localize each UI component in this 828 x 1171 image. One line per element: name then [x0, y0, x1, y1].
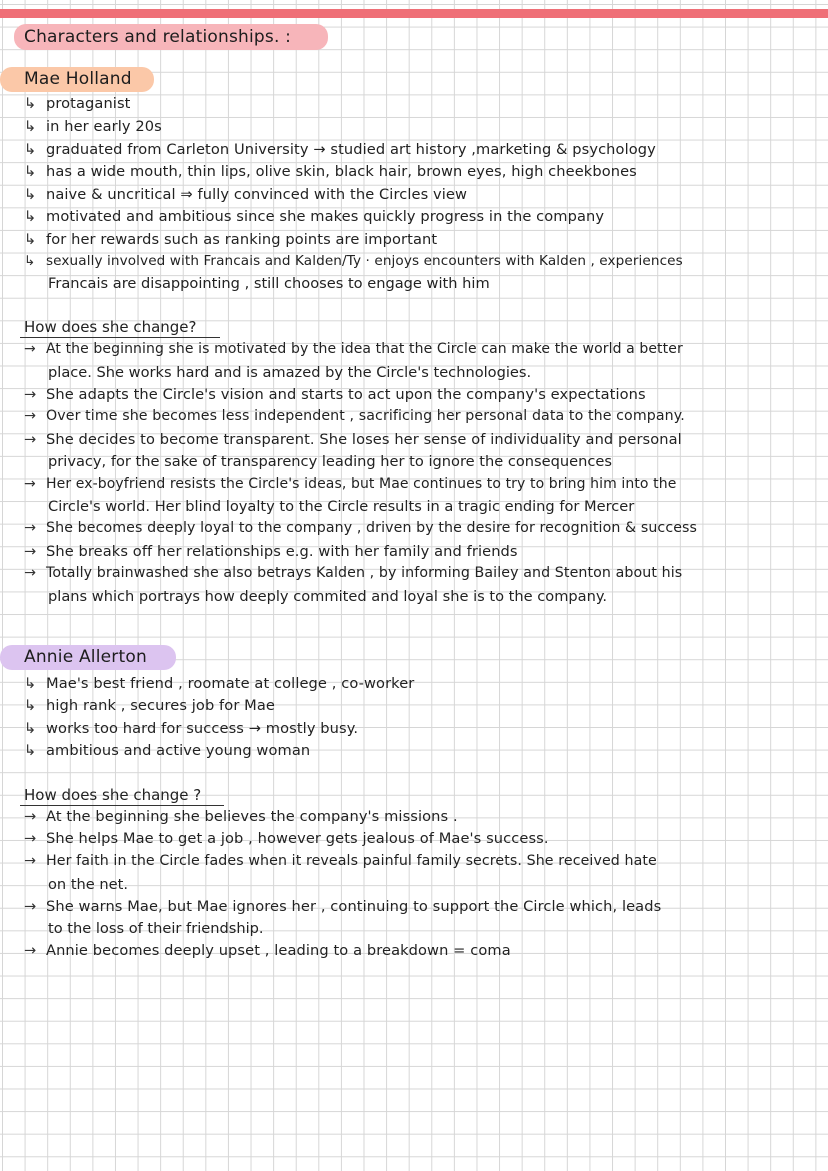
annie-trait: ↳ ambitious and active young woman: [24, 742, 311, 759]
annie-change-item: → She warns Mae, but Mae ignores her , continuing to support the Circle which, leads: [24, 898, 662, 915]
annie-change-heading: How does she change ?: [24, 786, 202, 804]
arrow-icon: →: [24, 830, 37, 847]
arrow-icon: →: [24, 898, 37, 915]
arrow-icon: →: [24, 853, 36, 869]
mae-trait-continuation: Francais are disappointing , still chooses to engage with him: [48, 275, 490, 292]
mae-change-item: → Totally brainwashed she also betrays Kalden , by informing Bailey and Stenton about his: [24, 565, 683, 581]
arrow-icon: ↳: [24, 253, 36, 269]
arrow-icon: ↳: [24, 186, 37, 203]
arrow-icon: →: [24, 808, 37, 825]
arrow-icon: ↳: [24, 208, 37, 225]
mae-change-continuation: privacy, for the sake of transparency leading her to ignore the consequences: [48, 453, 612, 470]
mae-trait: ↳ has a wide mouth, thin lips, olive skin, black hair, brown eyes, high cheekbones: [24, 163, 637, 180]
mae-trait: ↳ protaganist: [24, 95, 131, 112]
mae-change-item: → She adapts the Circle's vision and starts to act upon the company's expectations: [24, 386, 646, 403]
arrow-icon: ↳: [24, 675, 37, 692]
arrow-icon: →: [24, 565, 36, 581]
top-color-bar: [0, 9, 828, 18]
arrow-icon: ↳: [24, 742, 37, 759]
annie-trait: ↳ high rank , secures job for Mae: [24, 697, 275, 714]
mae-trait: ↳ graduated from Carleton University → studied art history ,marketing & psychology: [24, 141, 656, 158]
annie-change-item: → Annie becomes deeply upset , leading to a breakdown = coma: [24, 942, 511, 959]
arrow-icon: →: [24, 341, 36, 357]
annie-change-item: → At the beginning she believes the company's missions .: [24, 808, 458, 825]
mae-trait: ↳ motivated and ambitious since she makes quickly progress in the company: [24, 208, 605, 225]
mae-trait: ↳ for her rewards such as ranking points are important: [24, 231, 438, 248]
arrow-icon: ↳: [24, 231, 37, 248]
mae-change-underline: [20, 337, 220, 338]
arrow-icon: →: [24, 408, 36, 424]
arrow-icon: →: [24, 942, 37, 959]
mae-change-item: → At the beginning she is motivated by the idea that the Circle can make the world a better: [24, 341, 683, 357]
mae-name: Mae Holland: [24, 69, 132, 89]
mae-trait: ↳ sexually involved with Francais and Kalden/Ty · enjoys encounters with Kalden , experiences: [24, 253, 683, 269]
annie-change-item: → Her faith in the Circle fades when it reveals painful family secrets. She received hate: [24, 853, 657, 869]
mae-change-heading: How does she change?: [24, 318, 197, 336]
annie-trait: ↳ Mae's best friend , roomate at college , co-worker: [24, 675, 415, 692]
annie-name: Annie Allerton: [24, 647, 147, 667]
mae-change-item: → She becomes deeply loyal to the company , driven by the desire for recognition & success: [24, 520, 698, 536]
mae-change-continuation: Circle's world. Her blind loyalty to the Circle results in a tragic ending for Mercer: [48, 498, 635, 515]
mae-change-item: → Her ex-boyfriend resists the Circle's ideas, but Mae continues to try to bring him into the: [24, 476, 677, 492]
arrow-icon: ↳: [24, 720, 37, 737]
arrow-icon: ↳: [24, 95, 37, 112]
annie-change-continuation: on the net.: [48, 876, 128, 893]
annie-change-continuation: to the loss of their friendship.: [48, 920, 264, 937]
arrow-icon: →: [24, 476, 36, 492]
annie-trait: ↳ works too hard for success → mostly busy.: [24, 720, 359, 737]
mae-change-item: → She breaks off her relationships e.g. with her family and friends: [24, 543, 518, 560]
annie-change-item: → She helps Mae to get a job , however gets jealous of Mae's success.: [24, 830, 549, 847]
annie-change-underline: [20, 805, 224, 806]
arrow-icon: ↳: [24, 141, 37, 158]
arrow-icon: →: [24, 386, 37, 403]
arrow-icon: →: [24, 520, 36, 536]
mae-trait: ↳ in her early 20s: [24, 118, 162, 135]
mae-change-item: → She decides to become transparent. She loses her sense of individuality and personal: [24, 431, 682, 448]
arrow-icon: ↳: [24, 118, 37, 135]
mae-change-item: → Over time she becomes less independent , sacrificing her personal data to the company.: [24, 408, 685, 424]
mae-trait: ↳ naive & uncritical ⇒ fully convinced with the Circles view: [24, 186, 468, 203]
page-title: Characters and relationships. :: [24, 27, 292, 47]
mae-change-continuation: place. She works hard and is amazed by the Circle's technologies.: [48, 364, 532, 381]
arrow-icon: ↳: [24, 163, 37, 180]
arrow-icon: →: [24, 543, 37, 560]
mae-change-continuation: plans which portrays how deeply commited and loyal she is to the company.: [48, 588, 608, 605]
arrow-icon: ↳: [24, 697, 37, 714]
arrow-icon: →: [24, 431, 37, 448]
